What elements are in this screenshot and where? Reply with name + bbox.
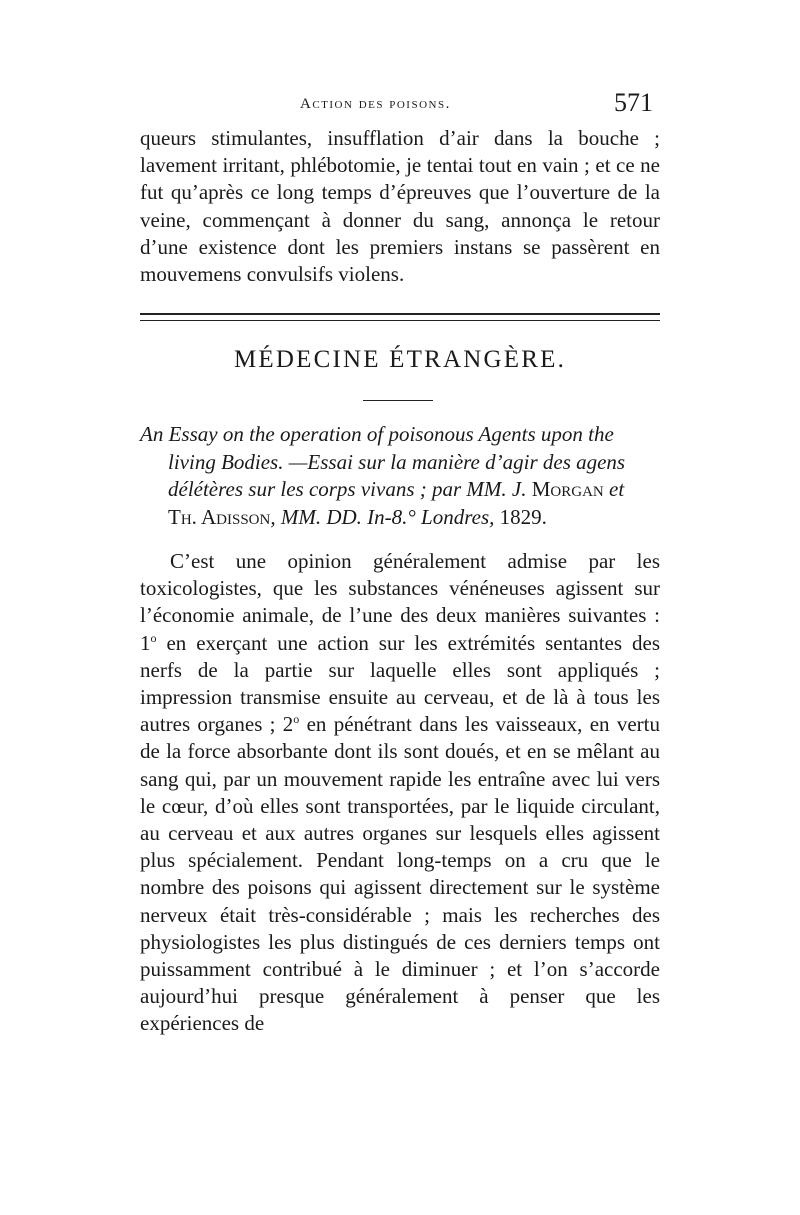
main-text-part-1: C’est une opinion généralement admise par les toxicologistes, que les substances vénéneuses agissent sur l’économie animale, de l’une des deux manières suivantes : 1 bbox=[140, 549, 660, 655]
main-paragraph bbox=[140, 548, 660, 1038]
publication-year: 1829. bbox=[499, 504, 547, 529]
citation-line-4-middle: , MM. DD. In-8.° Londres, bbox=[270, 504, 500, 529]
citation-line-3 bbox=[140, 476, 660, 504]
citation-line-3-prefix: délétères sur les corps vivans ; par MM. J. bbox=[168, 477, 527, 501]
page-number: 571 bbox=[614, 88, 653, 117]
author-adisson: Th. Adisson bbox=[168, 504, 271, 529]
main-text-part-2: en exerçant une action sur les extrémités sentantes des nerfs de la partie sur laquelle elles sont appliqués ; impression transmise ensuite au cerveau, et de là à tous les autres organes ; 2 bbox=[140, 630, 660, 737]
citation-line-2: living Bodies. —Essai sur la manière d’agir des agens bbox=[168, 449, 626, 474]
running-title: Action des poisons. bbox=[300, 96, 451, 112]
section-divider bbox=[140, 313, 660, 321]
citation-line-3-suffix: et bbox=[609, 477, 625, 501]
main-text-part-3: en pénétrant dans les vaisseaux, en vertu de la force absorbante dont ils sont doués, et en se mêlant au sang qui, par un mouvement rapide les entraîne avec lui vers le cœur, d’où elles sont transportées, par le liquide circulant, au cerveau et aux autres organes sur lesquels elles agissent plus spécialement. Pendant long-temps on a cru que le nombre des poisons qui agissent directement sur le système nerveux était très-considérable ; mais les recherches des physiologistes les plus distingués de ces derniers temps ont puissamment contribué à le diminuer ; et l’on s’accorde aujourd’hui presque généralement à penser que les expériences de bbox=[140, 712, 660, 1036]
citation-line-1: An Essay on the operation of poisonous Agents upon the bbox=[140, 422, 614, 446]
ordinal-mark-1: o bbox=[150, 630, 157, 645]
top-paragraph-block bbox=[140, 125, 660, 288]
main-paragraph-block bbox=[140, 548, 660, 1038]
author-morgan: Morgan bbox=[531, 477, 604, 501]
ordinal-mark-2: o bbox=[293, 712, 300, 727]
bibliographic-citation bbox=[140, 421, 660, 531]
citation-line-4 bbox=[140, 504, 660, 532]
title-underline bbox=[363, 400, 433, 401]
section-title: MÉDECINE ÉTRANGÈRE. bbox=[233, 346, 567, 373]
top-paragraph: queurs stimulantes, insufflation d’air dans la bouche ; lavement irritant, phlébotomie, je tentai tout en vain ; et ce ne fut qu’après ce long temps d’épreuves que l’ouverture de la veine, commençant à donner du sang, annonça le retour d’une existence dont les premiers instans se passèrent en mouvemens convulsifs violens. bbox=[140, 126, 660, 287]
